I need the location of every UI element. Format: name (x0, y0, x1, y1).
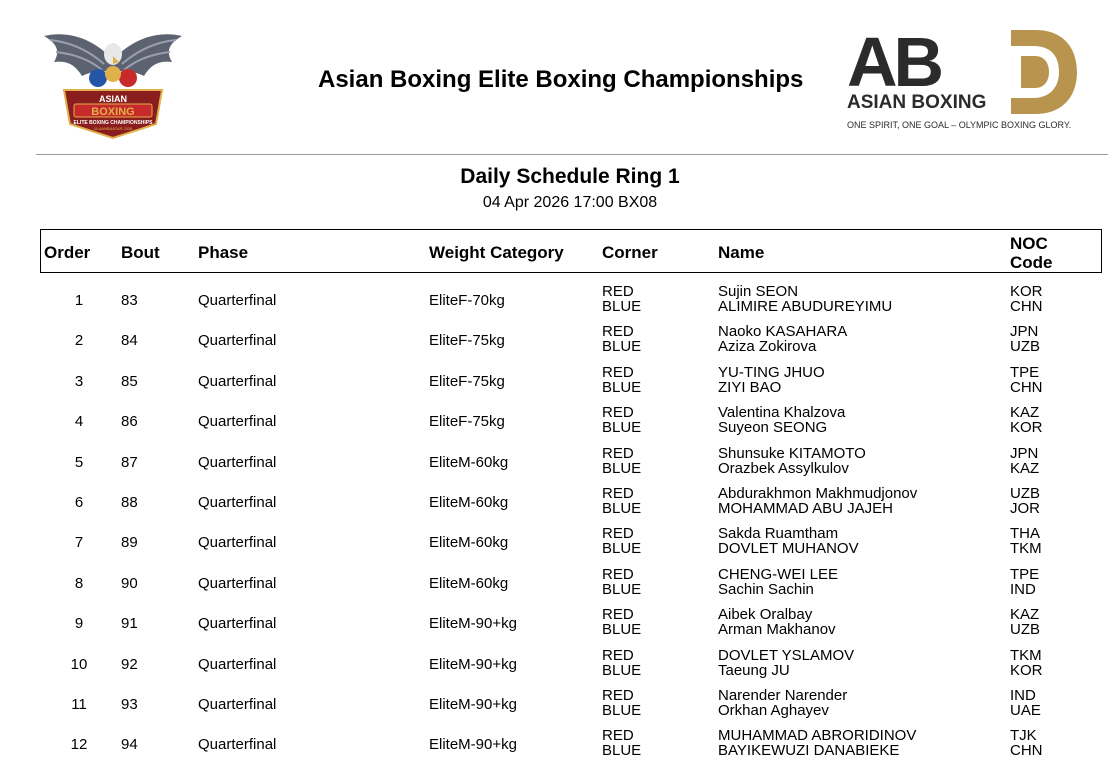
phase-cell: Quarterfinal (198, 292, 277, 309)
blue-noc-code: CHN (1010, 378, 1043, 396)
corner-cell (602, 728, 641, 758)
noc-cell (1010, 324, 1040, 354)
red-corner-label: RED (602, 727, 634, 745)
red-noc-code: KAZ (1010, 606, 1040, 624)
blue-corner-label: BLUE (602, 540, 642, 558)
order-cell: 7 (74, 534, 84, 552)
corner-cell (602, 526, 641, 556)
asian-boxing-logo (845, 22, 1085, 132)
noc-cell (1010, 607, 1040, 637)
blue-boxer-name: Suyeon SEONG (718, 419, 828, 437)
red-noc-code: KOR (1010, 283, 1043, 300)
bout-cell: 91 (121, 615, 138, 633)
phase-cell: Quarterfinal (198, 494, 277, 511)
weight-cell: EliteM-90+kg (429, 696, 517, 713)
championship-eagle-logo (40, 20, 186, 142)
phase-cell: Quarterfinal (198, 696, 277, 713)
bout-cell: 89 (121, 534, 138, 552)
order-cell: 10 (70, 655, 88, 673)
table-header (40, 229, 1102, 273)
bout-cell: 86 (121, 413, 138, 431)
table-row (0, 688, 1118, 728)
blue-boxer-name: Taeung JU (718, 661, 790, 679)
red-noc-code: IND (1010, 687, 1036, 704)
column-header-phase: Phase (198, 243, 249, 262)
blue-boxer-name: MOHAMMAD ABU JAJEH (718, 500, 894, 517)
blue-noc-code: IND (1010, 580, 1036, 598)
noc-cell (1010, 648, 1043, 678)
corner-cell (602, 607, 641, 637)
bout-cell: 85 (121, 372, 138, 390)
blue-corner-label: BLUE (602, 702, 642, 719)
name-cell (718, 486, 917, 516)
red-boxer-name: Abdurakhmon Makhmudjonov (718, 485, 918, 502)
corner-cell (602, 567, 641, 597)
order-cell: 3 (74, 372, 84, 390)
red-corner-label: RED (602, 606, 634, 624)
red-boxer-name: Naoko KASAHARA (718, 323, 848, 341)
table-row (0, 728, 1118, 768)
blue-boxer-name: DOVLET MUHANOV (718, 540, 859, 558)
bout-cell: 92 (121, 655, 138, 673)
red-noc-code: UZB (1010, 485, 1040, 502)
logo-text-championships: ELITE BOXING CHAMPIONSHIPS (73, 120, 153, 126)
blue-boxer-name: Sachin Sachin (718, 580, 814, 598)
blue-boxer-name: Aziza Zokirova (718, 338, 817, 356)
blue-corner-label: BLUE (602, 661, 642, 679)
name-cell (718, 405, 845, 435)
column-header-noc-line2: Code (1010, 253, 1053, 272)
corner-cell (602, 365, 641, 395)
table-row (0, 446, 1118, 486)
red-noc-code: KAZ (1010, 404, 1040, 422)
red-boxer-name: Valentina Khalzova (718, 404, 846, 422)
red-boxer-name: CHENG-WEI LEE (718, 565, 839, 583)
blue-boxer-name: BAYIKEWUZI DANABIEKE (718, 742, 900, 760)
order-cell: 2 (74, 332, 84, 350)
name-cell (718, 526, 859, 556)
table-row (0, 648, 1118, 688)
bout-cell: 94 (121, 736, 138, 754)
red-corner-label: RED (602, 363, 634, 381)
blue-corner-label: BLUE (602, 621, 642, 639)
name-cell (718, 365, 825, 395)
blue-corner-label: BLUE (602, 742, 642, 760)
weight-cell: EliteM-90+kg (429, 736, 517, 754)
name-cell (718, 648, 854, 678)
name-cell (718, 567, 838, 597)
blue-boxer-name: ZIYI BAO (718, 378, 782, 396)
blue-noc-code: CHN (1010, 742, 1043, 760)
blue-corner-label: BLUE (602, 580, 642, 598)
weight-cell: EliteM-60kg (429, 453, 509, 471)
logo-tagline: ONE SPIRIT, ONE GOAL – OLYMPIC BOXING GLORY. (847, 120, 1072, 130)
noc-cell (1010, 688, 1041, 718)
column-header-noc (1010, 234, 1053, 272)
logo-text-boxing: BOXING (91, 106, 135, 118)
column-header-corner: Corner (602, 243, 658, 262)
table-row (0, 324, 1118, 364)
order-cell: 8 (74, 574, 84, 592)
blue-boxer-name: Orazbek Assylkulov (718, 459, 849, 477)
bout-cell: 93 (121, 696, 138, 713)
name-cell (718, 728, 916, 758)
order-cell: 5 (74, 453, 84, 471)
blue-corner-label: BLUE (602, 378, 642, 396)
schedule-subtitle: 04 Apr 2026 17:00 BX08 (482, 194, 658, 211)
name-cell (718, 607, 836, 637)
red-boxer-name: Shunsuke KITAMOTO (718, 444, 866, 462)
weight-cell: EliteM-60kg (429, 494, 509, 511)
red-boxer-name: Narender Narender (718, 687, 848, 704)
red-noc-code: JPN (1010, 444, 1039, 462)
championship-title: Asian Boxing Elite Boxing Championships (318, 66, 804, 93)
red-noc-code: TPE (1010, 565, 1040, 583)
weight-cell: EliteM-60kg (429, 574, 509, 592)
name-cell (718, 446, 866, 476)
blue-noc-code: UAE (1010, 702, 1041, 719)
schedule-title: Daily Schedule Ring 1 (460, 165, 680, 188)
noc-cell (1010, 567, 1039, 597)
column-header-order: Order (44, 243, 91, 262)
blue-noc-code: UZB (1010, 338, 1040, 356)
name-cell (718, 688, 847, 718)
red-corner-label: RED (602, 404, 634, 422)
table-row (0, 526, 1118, 566)
logo-name: ASIAN BOXING (847, 92, 987, 113)
noc-cell (1010, 284, 1043, 314)
table-row (0, 486, 1118, 526)
red-corner-label: RED (602, 485, 634, 502)
red-boxer-name: MUHAMMAD ABRORIDINOV (718, 727, 917, 745)
blue-corner-label: BLUE (602, 500, 642, 517)
noc-cell (1010, 405, 1043, 435)
logo-text-asian: ASIAN (98, 94, 128, 104)
noc-cell (1010, 446, 1039, 476)
weight-cell: EliteF-70kg (429, 292, 505, 309)
order-cell: 6 (74, 494, 84, 511)
phase-cell: Quarterfinal (198, 736, 277, 754)
blue-corner-label: BLUE (602, 338, 642, 356)
table-row (0, 567, 1118, 607)
bout-cell: 84 (121, 332, 138, 350)
blue-corner-label: BLUE (602, 298, 642, 315)
red-boxer-name: Sakda Ruamtham (718, 525, 839, 543)
red-corner-label: RED (602, 525, 634, 543)
noc-cell (1010, 526, 1042, 556)
phase-cell: Quarterfinal (198, 453, 277, 471)
blue-corner-label: BLUE (602, 459, 642, 477)
name-cell (718, 284, 892, 314)
order-cell: 11 (71, 696, 87, 713)
blue-corner-label: BLUE (602, 419, 642, 437)
logo-text-city: ULAANBAATAR 2026 (93, 126, 133, 131)
blue-noc-code: JOR (1010, 500, 1040, 517)
weight-cell: EliteF-75kg (429, 332, 505, 350)
order-cell: 4 (74, 413, 84, 431)
phase-cell: Quarterfinal (198, 534, 277, 552)
corner-cell (602, 486, 641, 516)
blue-noc-code: TKM (1010, 540, 1042, 558)
column-header-name: Name (718, 243, 765, 262)
red-corner-label: RED (602, 565, 634, 583)
red-corner-label: RED (602, 283, 634, 300)
table-row (0, 405, 1118, 445)
blue-boxer-name: Arman Makhanov (718, 621, 836, 639)
red-corner-label: RED (602, 646, 634, 664)
blue-noc-code: KOR (1010, 419, 1043, 437)
weight-cell: EliteF-75kg (429, 372, 505, 390)
corner-cell (602, 446, 641, 476)
red-noc-code: JPN (1010, 323, 1039, 341)
weight-cell: EliteM-90+kg (429, 655, 517, 673)
table-row (0, 284, 1118, 324)
order-cell: 12 (70, 736, 88, 754)
table-row (0, 607, 1118, 647)
weight-cell: EliteM-90+kg (429, 615, 517, 633)
blue-noc-code: UZB (1010, 621, 1040, 639)
column-header-weight: Weight Category (429, 243, 564, 262)
weight-cell: EliteF-75kg (429, 413, 505, 431)
phase-cell: Quarterfinal (198, 332, 277, 350)
blue-noc-code: KAZ (1010, 459, 1040, 477)
phase-cell: Quarterfinal (198, 413, 277, 431)
red-corner-label: RED (602, 323, 634, 341)
red-boxer-name: YU-TING JHUO (718, 363, 825, 381)
name-cell (718, 324, 847, 354)
blue-boxer-name: ALIMIRE ABUDUREYIMU (718, 298, 893, 315)
blue-boxer-name: Orkhan Aghayev (718, 702, 829, 719)
column-header-noc-line1: NOC (1010, 234, 1048, 253)
column-header-bout: Bout (121, 243, 160, 262)
blue-noc-code: CHN (1010, 298, 1043, 315)
weight-cell: EliteM-60kg (429, 534, 509, 552)
red-corner-label: RED (602, 444, 634, 462)
red-noc-code: THA (1010, 525, 1040, 543)
corner-cell (602, 648, 641, 678)
red-boxer-name: Sujin SEON (718, 283, 799, 300)
corner-cell (602, 688, 641, 718)
phase-cell: Quarterfinal (198, 615, 277, 633)
red-boxer-name: Aibek Oralbay (718, 606, 813, 624)
logo-letters-ab: AB (847, 23, 941, 101)
red-noc-code: TPE (1010, 363, 1040, 381)
table-row (0, 365, 1118, 405)
header-divider (36, 154, 1108, 155)
red-boxer-name: DOVLET YSLAMOV (718, 646, 855, 664)
noc-cell (1010, 486, 1040, 516)
bout-cell: 88 (121, 494, 138, 511)
red-noc-code: TKM (1010, 646, 1042, 664)
corner-cell (602, 284, 641, 314)
red-noc-code: TJK (1010, 727, 1037, 745)
red-corner-label: RED (602, 687, 634, 704)
noc-cell (1010, 728, 1043, 758)
phase-cell: Quarterfinal (198, 372, 277, 390)
order-cell: 1 (74, 292, 84, 309)
blue-noc-code: KOR (1010, 661, 1043, 679)
corner-cell (602, 405, 641, 435)
corner-cell (602, 324, 641, 354)
phase-cell: Quarterfinal (198, 655, 277, 673)
order-cell: 9 (74, 615, 84, 633)
bout-cell: 90 (121, 574, 138, 592)
phase-cell: Quarterfinal (198, 574, 277, 592)
noc-cell (1010, 365, 1043, 395)
bout-cell: 87 (121, 453, 138, 471)
bout-cell: 83 (121, 292, 138, 309)
